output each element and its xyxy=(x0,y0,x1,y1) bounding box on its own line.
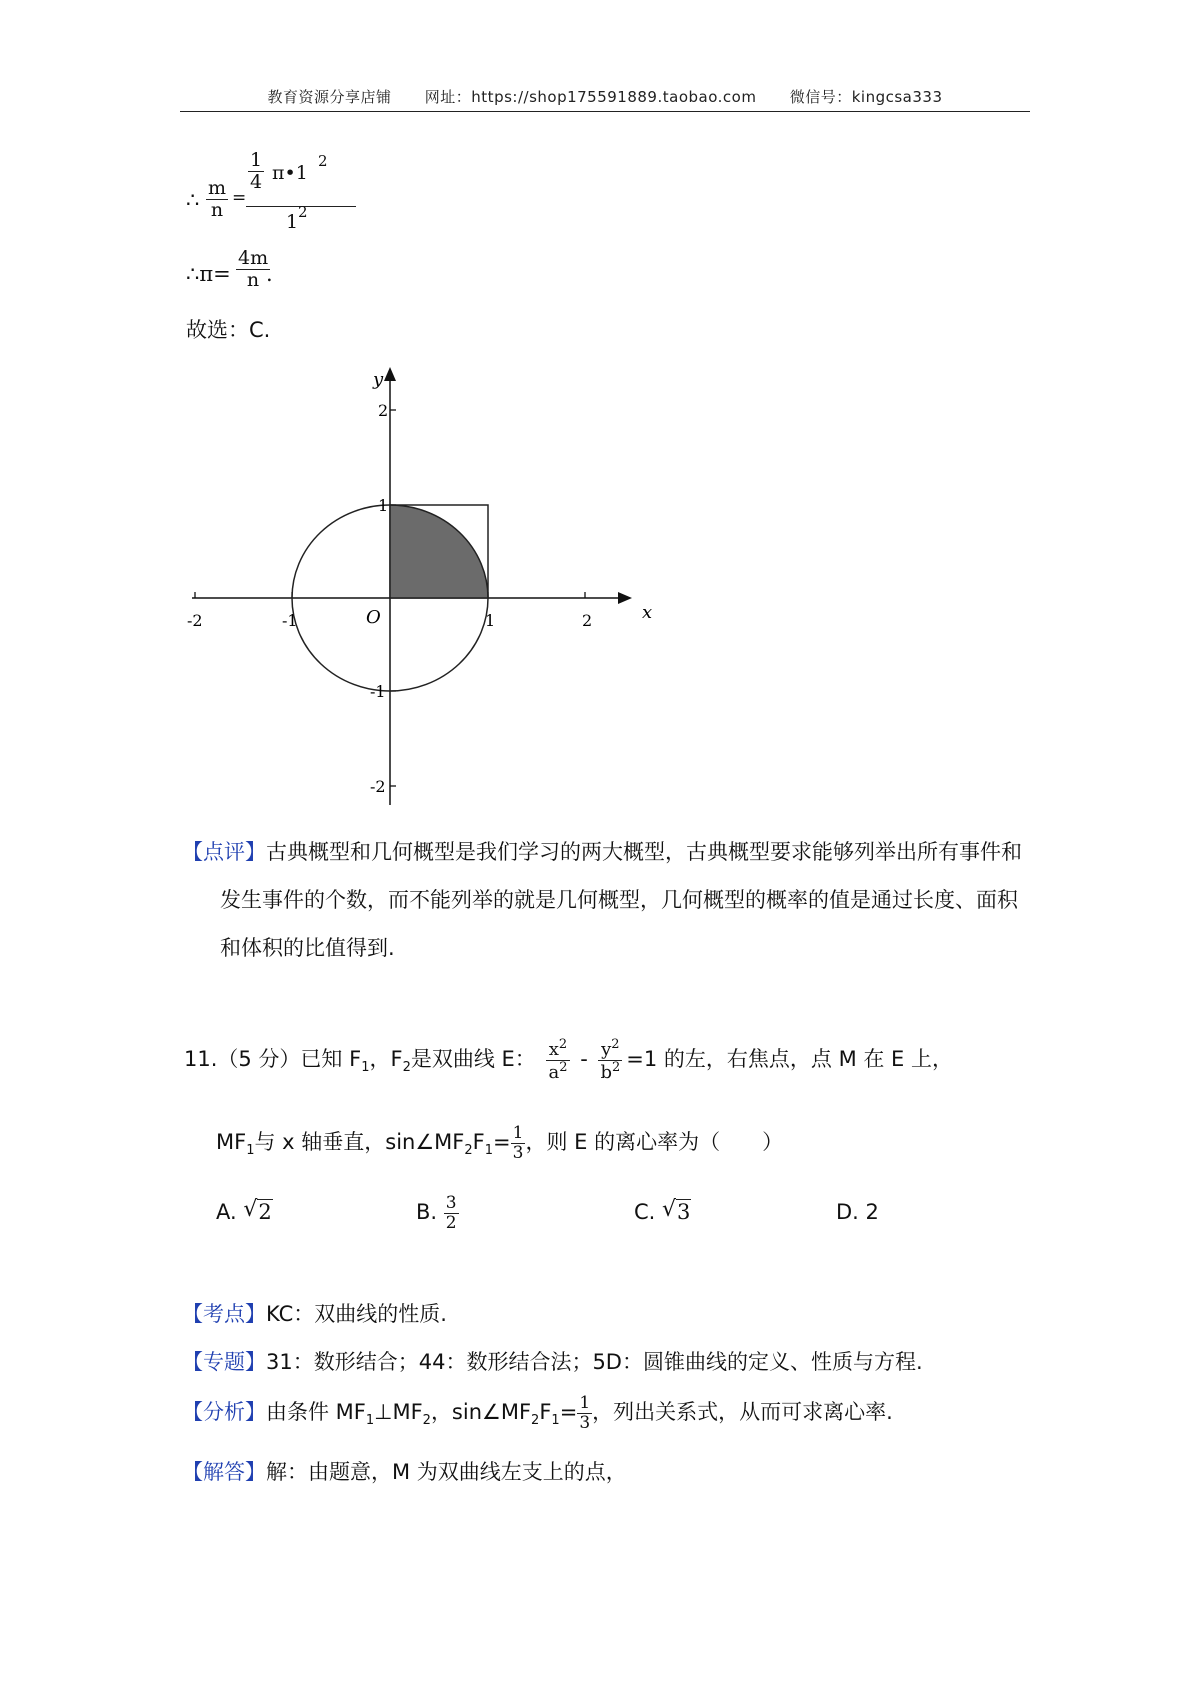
answer-choice: 故选：C. xyxy=(186,318,271,342)
option-a[interactable] xyxy=(216,1188,273,1236)
x2-over-a2 xyxy=(546,1038,569,1083)
y-axis-label: y xyxy=(373,369,384,390)
question-11-line1 xyxy=(184,1035,1044,1095)
denominator-n2: n xyxy=(246,268,260,291)
y-tick-label: -2 xyxy=(370,777,386,796)
q-text: = xyxy=(493,1130,511,1154)
sqrt-2 xyxy=(243,1188,272,1236)
numerator-m: m xyxy=(208,177,227,199)
subscript: 1 xyxy=(484,1143,494,1159)
big-denominator xyxy=(246,203,356,237)
quarter-fraction xyxy=(248,150,264,193)
option-d-label: D. xyxy=(836,1200,859,1224)
pi-lhs: ∴π= xyxy=(186,262,231,286)
comment-text: 古典概型和几何概型是我们学习的两大概型，古典概型要求能够列举出所有事件和发生事件的个数，而不能列举的就是几何概型，几何概型的概率的值是通过长度、面积和体积的比值得到. xyxy=(220,840,1022,960)
option-c[interactable] xyxy=(634,1188,691,1236)
origin-label: O xyxy=(366,607,381,628)
fenxi-line xyxy=(182,1388,893,1445)
x-tick-label: -1 xyxy=(282,611,298,630)
exp: 2 xyxy=(611,1059,621,1075)
therefore-symbol: ∴ xyxy=(186,188,200,212)
q-text: MF xyxy=(216,1130,247,1154)
big-fraction xyxy=(246,150,356,237)
radicand: 3 xyxy=(677,1200,691,1224)
options-row xyxy=(216,1188,1016,1248)
question-number: 11.（5 分）已知 F xyxy=(184,1047,362,1071)
x-axis-arrow xyxy=(618,592,632,604)
subscript: 1 xyxy=(361,1060,370,1076)
kaodian-text: KC：双曲线的性质. xyxy=(266,1302,447,1326)
a-var: a xyxy=(548,1061,560,1083)
shop-url[interactable]: 网址：https://shop175591889.taobao.com xyxy=(424,88,757,106)
subscript: 2 xyxy=(531,1413,540,1429)
shop-name: 教育资源分享店铺 xyxy=(267,88,392,106)
fenxi-tag: 【分析】 xyxy=(182,1400,266,1424)
option-c-label: C. xyxy=(634,1200,656,1224)
fenxi-text: ，列出关系式，从而可求离心率. xyxy=(592,1400,893,1424)
quarter-denominator: 4 xyxy=(250,170,263,193)
frac-num: 1 xyxy=(512,1122,524,1143)
q-text: 与 x 轴垂直，sin∠MF xyxy=(254,1130,465,1154)
y2-over-b2 xyxy=(598,1038,622,1083)
x-tick-label: -2 xyxy=(187,611,203,630)
q-text: 是双曲线 E： xyxy=(410,1047,536,1071)
kaodian-tag: 【考点】 xyxy=(182,1302,266,1326)
frac-den: 2 xyxy=(445,1212,457,1233)
pi-term: π•1 xyxy=(272,162,308,184)
jieda-tag: 【解答】 xyxy=(182,1460,266,1484)
x-var: x xyxy=(548,1038,559,1060)
numerator-4m: 4m xyxy=(238,247,269,269)
sqrt-3 xyxy=(662,1188,691,1236)
frac-num: 3 xyxy=(445,1192,457,1213)
q-text: F xyxy=(472,1130,485,1154)
pi-exponent: 2 xyxy=(318,152,328,170)
y-var: y xyxy=(601,1038,612,1060)
subscript: 2 xyxy=(422,1413,431,1429)
x-tick-label: 2 xyxy=(582,611,593,630)
question-11-line2 xyxy=(216,1118,1036,1174)
q-text: ，F xyxy=(369,1047,403,1071)
x-axis-label: x xyxy=(642,602,653,623)
b-var: b xyxy=(600,1061,612,1083)
shaded-quarter-circle xyxy=(390,505,488,598)
den-base: 1 xyxy=(286,211,299,233)
option-a-label: A. xyxy=(216,1200,237,1224)
subscript: 1 xyxy=(551,1413,560,1429)
fenxi-text: 由条件 MF xyxy=(266,1400,366,1424)
fenxi-text: F xyxy=(539,1400,552,1424)
exp: 2 xyxy=(558,1036,568,1052)
exp: 2 xyxy=(611,1036,620,1052)
y-tick-label: 2 xyxy=(378,401,389,420)
exp: 2 xyxy=(559,1059,568,1075)
y-tick-label: 1 xyxy=(378,496,389,515)
equals-sign: = xyxy=(232,188,247,208)
den-exponent: 2 xyxy=(298,203,308,221)
quarter-numerator: 1 xyxy=(250,149,263,171)
fenxi-text: = xyxy=(559,1400,578,1424)
y-axis-arrow xyxy=(384,367,396,381)
subscript: 1 xyxy=(246,1143,255,1159)
jieda-line xyxy=(182,1448,627,1496)
fraction-m-over-n xyxy=(206,178,228,221)
kaodian-line xyxy=(182,1290,447,1338)
wechat-id: 微信号：kingcsa333 xyxy=(789,88,943,106)
subscript: 2 xyxy=(464,1143,473,1159)
minus-sign: - xyxy=(580,1047,588,1071)
unit-circle-graph xyxy=(180,365,653,825)
one-third-fraction xyxy=(511,1124,526,1162)
zhuanti-tag: 【专题】 xyxy=(182,1350,266,1374)
option-b-label: B. xyxy=(416,1200,438,1224)
zhuanti-line xyxy=(182,1338,923,1386)
q-text: =1 的左，右焦点，点 M 在 E 上， xyxy=(626,1047,953,1071)
comment-tag: 【点评】 xyxy=(182,840,266,864)
three-halves xyxy=(444,1194,459,1232)
frac-num: 1 xyxy=(579,1392,591,1413)
y-tick-label: -1 xyxy=(370,682,386,701)
option-b[interactable] xyxy=(416,1188,459,1236)
fenxi-text: ⊥MF xyxy=(374,1400,423,1424)
comment-block xyxy=(182,828,1034,972)
radicand: 2 xyxy=(258,1200,272,1224)
page-header xyxy=(180,86,1030,107)
option-d[interactable] xyxy=(836,1188,879,1236)
header-divider xyxy=(180,111,1030,112)
x-tick-label: 1 xyxy=(485,611,496,630)
denominator-n: n xyxy=(210,198,224,221)
period: . xyxy=(266,262,273,286)
frac-den: 3 xyxy=(579,1412,591,1433)
big-numerator xyxy=(246,150,356,206)
option-d-value: 2 xyxy=(865,1200,879,1224)
jieda-text: 解：由题意，M 为双曲线左支上的点， xyxy=(266,1460,627,1484)
subscript: 1 xyxy=(365,1413,375,1429)
subscript: 2 xyxy=(402,1060,411,1076)
q-text: ，则 E 的离心率为（ ） xyxy=(525,1130,784,1154)
one-third-fraction xyxy=(577,1394,592,1432)
frac-den: 3 xyxy=(512,1142,524,1163)
zhuanti-text: 31：数形结合；44：数形结合法；5D：圆锥曲线的定义、性质与方程. xyxy=(266,1350,923,1374)
fenxi-text: ，sin∠MF xyxy=(430,1400,532,1424)
fraction-4m-over-n xyxy=(236,248,270,291)
